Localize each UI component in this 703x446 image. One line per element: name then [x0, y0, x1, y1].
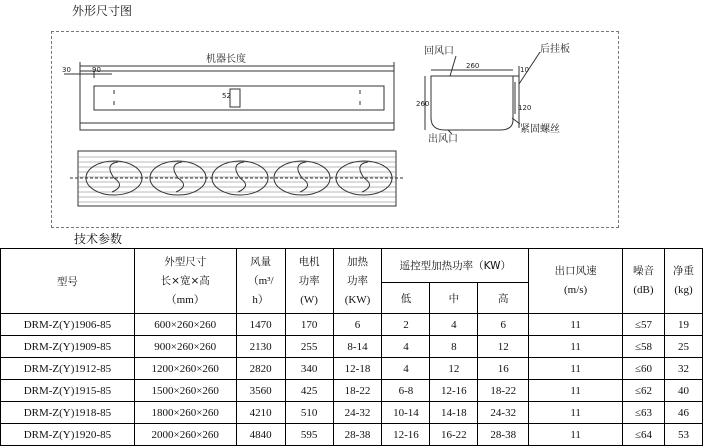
cell-noise: ≤63	[623, 402, 665, 424]
drawing-title: 外形尺寸图	[72, 4, 133, 18]
cell-weight: 25	[664, 336, 702, 358]
cell-air: 2820	[236, 358, 285, 380]
label-rear-plate: 后挂板	[540, 44, 570, 55]
cell-mid: 12-16	[430, 380, 478, 402]
cell-motor: 595	[285, 424, 333, 446]
cell-noise: ≤57	[623, 314, 665, 336]
cell-high: 28-38	[478, 424, 529, 446]
table-row	[1, 424, 703, 446]
table-row	[1, 358, 703, 380]
cell-mid: 8	[430, 336, 478, 358]
cell-speed: 11	[529, 424, 623, 446]
cell-size: 1500×260×260	[134, 380, 236, 402]
cell-size: 2000×260×260	[134, 424, 236, 446]
svg-text:90: 90	[92, 66, 101, 74]
cell-size: 1200×260×260	[134, 358, 236, 380]
svg-text:10: 10	[520, 66, 529, 74]
label-outlet: 出风口	[428, 134, 458, 145]
table-row	[1, 336, 703, 358]
cell-motor: 170	[285, 314, 333, 336]
cell-low: 2	[382, 314, 430, 336]
svg-text:52: 52	[222, 92, 231, 100]
cell-air: 3560	[236, 380, 285, 402]
cell-heat: 18-22	[333, 380, 382, 402]
label-return-air: 回风口	[424, 46, 454, 57]
cell-weight: 19	[664, 314, 702, 336]
cell-low: 12-16	[382, 424, 430, 446]
table-row	[1, 402, 703, 424]
cell-noise: ≤58	[623, 336, 665, 358]
cell-high: 12	[478, 336, 529, 358]
cell-size: 1800×260×260	[134, 402, 236, 424]
cell-noise: ≤64	[623, 424, 665, 446]
spec-table	[0, 248, 703, 446]
cell-noise: ≤62	[623, 380, 665, 402]
cell-motor: 510	[285, 402, 333, 424]
header-row-2: 低 中 高	[1, 283, 703, 314]
cell-air: 4840	[236, 424, 285, 446]
cell-low: 4	[382, 336, 430, 358]
svg-text:30: 30	[62, 66, 71, 74]
cell-mid: 16-22	[430, 424, 478, 446]
cell-heat: 8-14	[333, 336, 382, 358]
label-fasten-screw: 紧固螺丝	[520, 124, 560, 135]
label-machine-length: 机器长度	[206, 54, 246, 65]
front-view-inner-slot	[94, 86, 384, 110]
cell-mid: 4	[430, 314, 478, 336]
cell-model: DRM-Z(Y)1915-85	[1, 380, 135, 402]
cell-mid: 14-18	[430, 402, 478, 424]
cell-noise: ≤60	[623, 358, 665, 380]
cell-high: 18-22	[478, 380, 529, 402]
cell-speed: 11	[529, 402, 623, 424]
cell-size: 600×260×260	[134, 314, 236, 336]
cell-heat: 6	[333, 314, 382, 336]
cell-motor: 340	[285, 358, 333, 380]
cell-speed: 11	[529, 314, 623, 336]
header-model: 型号	[1, 249, 135, 314]
cell-heat: 12-18	[333, 358, 382, 380]
cell-speed: 11	[529, 358, 623, 380]
cell-mid: 12	[430, 358, 478, 380]
mount-holes	[114, 89, 360, 107]
header-row-1: 型号 外型尺寸 长×宽×高 （mm） 风量 （m³/ h） 电机 功率 (W) 加热 功率 (KW) 遥控型加热功率（KW） 出口风速 (m/s) 噪音 (dB) 净重 (kg)	[1, 249, 703, 283]
cell-weight: 46	[664, 402, 702, 424]
table-row	[1, 314, 703, 336]
cell-model: DRM-Z(Y)1918-85	[1, 402, 135, 424]
cell-heat: 28-38	[333, 424, 382, 446]
cell-low: 10-14	[382, 402, 430, 424]
cell-size: 900×260×260	[134, 336, 236, 358]
cell-heat: 24-32	[333, 402, 382, 424]
table-row	[1, 380, 703, 402]
cell-high: 24-32	[478, 402, 529, 424]
cell-speed: 11	[529, 380, 623, 402]
cell-speed: 11	[529, 336, 623, 358]
svg-text:260: 260	[416, 100, 430, 108]
cell-weight: 32	[664, 358, 702, 380]
cell-motor: 255	[285, 336, 333, 358]
cell-model: DRM-Z(Y)1909-85	[1, 336, 135, 358]
cell-low: 4	[382, 358, 430, 380]
cell-air: 2130	[236, 336, 285, 358]
cell-low: 6-8	[382, 380, 430, 402]
side-view-body	[431, 76, 513, 130]
cell-model: DRM-Z(Y)1906-85	[1, 314, 135, 336]
cell-air: 4210	[236, 402, 285, 424]
cell-air: 1470	[236, 314, 285, 336]
cell-motor: 425	[285, 380, 333, 402]
front-view-body	[80, 71, 394, 130]
cell-weight: 40	[664, 380, 702, 402]
cell-weight: 53	[664, 424, 702, 446]
table-title: 技术参数	[74, 232, 123, 246]
cell-high: 16	[478, 358, 529, 380]
cell-high: 6	[478, 314, 529, 336]
svg-text:120: 120	[518, 104, 532, 112]
header-remote-power: 遥控型加热功率（KW）	[382, 249, 529, 283]
cell-model: DRM-Z(Y)1920-85	[1, 424, 135, 446]
cell-model: DRM-Z(Y)1912-85	[1, 358, 135, 380]
svg-text:260: 260	[466, 62, 480, 70]
